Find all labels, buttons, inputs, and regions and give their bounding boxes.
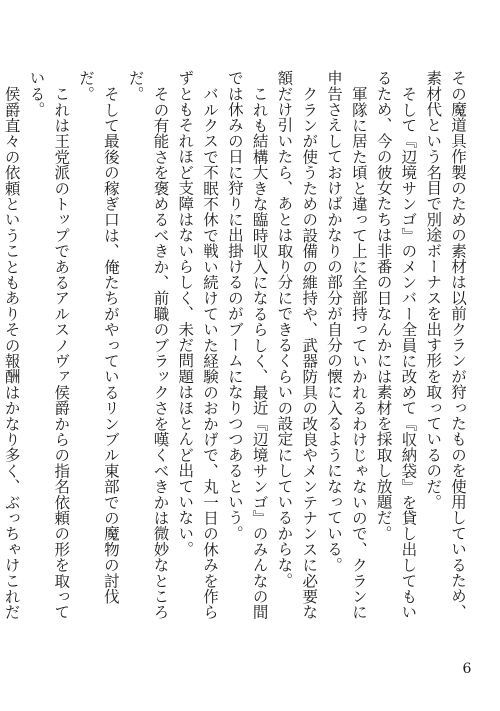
paragraph: バルクスで不眠不休で戦い続けていた経験のおかげで、丸一日の休みを作らずともそれほど支障はないらしく、未だ問題はほとんど出ていない。 (176, 70, 220, 620)
paragraph: そして『辺境サンゴ』のメンバー全員に改めて『収納袋』を貸し出してもいるため、今の彼女たちは非番の日なんかには素材を採取し放題だ。 (374, 70, 418, 620)
paragraph: クランが使うための設備の維持や、武器防具の改良やメンテナンスに必要な額だけ引いたら、あとは取り分にできるくらいの設定にしているからな。 (275, 70, 319, 620)
paragraph: 軍隊に居た頃と違って上に全部持っていかれるわけじゃないので、クランに申告さえしておけばかなりの部分が自分の懐に入るようになっている。 (325, 70, 368, 620)
paragraph: 侯爵直々の依頼ということもありその報酬はかなり多く、ぶっちゃけこれだ (2, 85, 21, 620)
paragraph: その有能さを褒めるべきか、前職のブラックさを嘆くべきかは微妙なところだ。 (126, 70, 170, 620)
paragraph: そして最後の稼ぎ口は、俺たちがやっているリンブル東部での魔物の討伐だ。 (77, 70, 120, 604)
paragraph: これも結構大きな臨時収入になるらしく、最近『辺境サンゴ』のみんなの間では休みの日に狩りに出掛けるのがブームになりつつあるという。 (225, 70, 269, 620)
body-text (2, 70, 470, 630)
paragraph: その魔道具作製のための素材は以前クランが狩ったものを使用しているため、素材代という名目で別途ボーナスを出す形を取っているのだ。 (424, 70, 467, 620)
page-number: 6 (462, 661, 472, 677)
paragraph: これは王党派のトップであるアルスノヴァ侯爵からの指名依頼の形を取っている。 (27, 70, 71, 620)
